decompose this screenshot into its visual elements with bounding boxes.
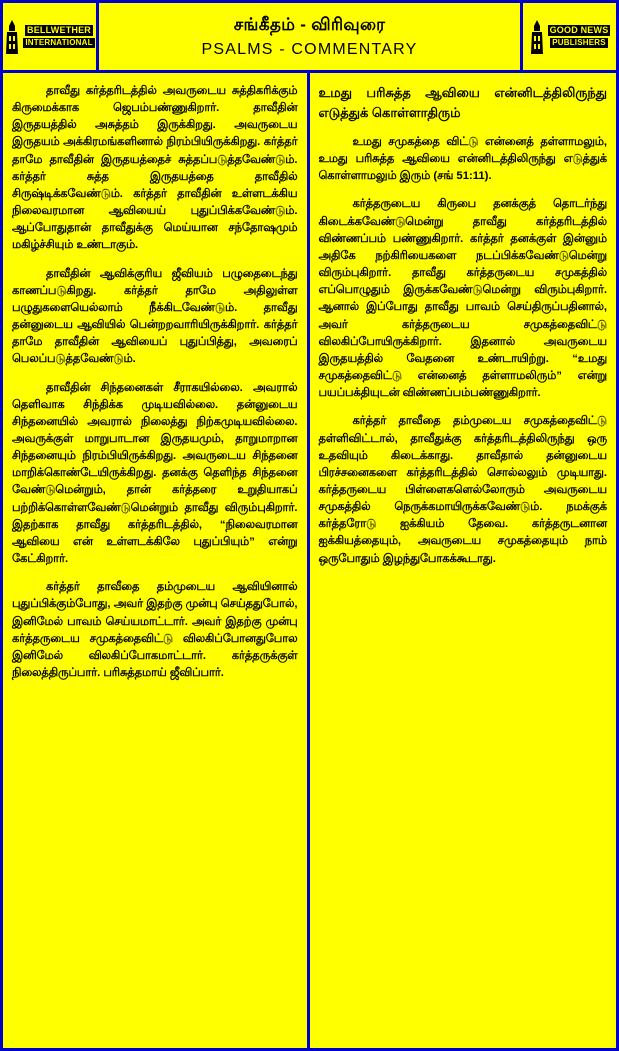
paragraph: தாவீதின் ஆவிக்குரிய ஜீவியம் பழுதைடைந்து காணப்படுகிறது. கர்த்தர் தாமே அதிலுள்ள பழுதுகளையெல்லாம் நீக்கிடவேண்டும். தாவீது தன்னுடைய ஆவியில் பென்றறவாரியிருக்கிறார். கர்த்தர் தாமே தாவீதின் ஆவியைப் புதுப்பித்து, அவரைப் பெலப்படுத்தவேண்டும். (12, 267, 298, 366)
left-column (3, 73, 310, 1048)
bellwether-international-logo (3, 3, 99, 70)
page-title-tamil: சங்கீதம் - விரிவுரை (233, 14, 386, 34)
tower-icon (4, 20, 20, 54)
paragraph: தாவீதின் சிந்தனைகள் சீராகயில்லை. அவரால் தெளிவாக சிந்திக்க முடியவில்லை. தன்னுடைய சிந்தனையில் அவரால் நிலைத்து நிற்கமுடியவில்லை. அவருக்குள் மாறுபாடான இருதயமும், தாறுமாறான சிந்தனையும் நிரம்பியிருக்கிறது. அவருடைய சிந்தனை மாறிக்கொண்டேயிருக்கிறது. தனக்கு தெளிந்த சிந்தனை வேண்டுமென்றும், தான் கர்த்தரை உறுதியாகப் பற்றிக்கொள்ளவேண்டுமென்றும் தாவீது விரும்புகிறார். இதற்காக தாவீது கர்த்தரிடத்தில், “நிலைவரமான ஆவியை என் உள்ளடக்கிலே புதுப்பியும்” என்று கேட்கிறார். (12, 381, 298, 566)
bellwether-logo-line-2: INTERNATIONAL (25, 38, 93, 48)
bellwether-logo-line-1: BELLWETHER (27, 24, 91, 35)
page-header (3, 3, 616, 73)
paragraph: கர்த்தர் தாவீதை தம்முடைய ஆவியினால் புதுப்பிக்கும்போது, அவர் இதற்கு முன்பு செய்ததுபோல், இனிமேல் பாவம் செய்யமாட்டார். அவர் இதற்கு முன்பு கர்த்தருடைய சமுகத்தைவிட்டு விலகிப்போனதுபோல இனிமேல் விலகிப்போகமாட்டார். கர்த்தருக்குள் நிலைத்திருப்பார். பரிசுத்தமாய் ஜீவிப்பார். (12, 581, 298, 679)
page-title-english: PSALMS - COMMENTARY (201, 40, 418, 58)
good-news-logo-line-1: GOOD NEWS (549, 24, 609, 35)
right-column (310, 73, 617, 1048)
paragraph: கர்த்தருடைய கிருபை தனக்குத் தொடர்ந்து கிடைக்கவேண்டுமென்று தாவீது கர்த்தரிடத்தில் விண்ணப்பம் பண்ணுகிறார். கர்த்தர் தனக்குள் இன்னும் அதிகே நற்கிரியைகளை நடப்பிக்கவேண்டுமென்று விரும்புகிறார். தாவீது கர்த்தருடைய சமுகத்தில் எப்பொழுதும் இருக்கவேண்டுமென்று விரும்புகிறார். ஆனால் இப்போது தாவீது பாவம் செய்திருப்பதினால், அவர் கர்த்தருடைய சமுகத்தைவிட்டு விலகிப்போயிருக்கிறார். இதனால் அவருடைய இருதயத்தில் வேதனை உண்டாயிற்று. “உமது சமுகத்தைவிட்டு என்னைத் தள்ளாமலிரும்” என்று பயப்பக்தியுடன் விண்ணப்பம்பண்ணுகிறார். (318, 198, 607, 400)
body-columns (3, 73, 616, 1048)
paragraph: தாவீது கர்த்தரிடத்தில் அவருடைய சுத்திகரிக்கும் கிருமைக்காக ஜெபம்பண்ணுகிறார். தாவீதின் இருதயத்தில் அசுத்தம் இருக்கிறது. அவருடைய இருதயம் அக்கிரமங்களினால் நிரம்பியிருக்கிறது. கர்த்தர் தாமே தாவீதின் இருதயத்தைச் சுத்தப்படுத்தவேண்டும். கர்த்தர் சுத்த இருதயத்தை தாவீதில் சிருஷ்டிக்கவேண்டும். கர்த்தர் தாவீதின் உள்ளடக்கிய நிலைவரமான ஆவியைய் புதுப்பிக்கவேண்டும். ஆப்போதுதான் தாவீதுக்கு மெய்யான சந்தோஷமும் மகிழ்ச்சியும் உண்டாகும். (12, 85, 298, 252)
section-heading: உமது பரிசுத்த ஆவியை என்னிடத்திலிருந்து எடுத்துக் கொள்ளாதிரும் (318, 85, 607, 120)
tower-icon (529, 20, 545, 54)
good-news-logo-line-2: PUBLISHERS (552, 38, 606, 48)
good-news-publishers-logo (520, 3, 616, 70)
paragraph: கர்த்தர் தாவீதை தம்முடைய சமுகத்தைவிட்டு தள்ளிவிட்டால், தாவீதுக்கு கர்த்தரிடத்திலிருந்து ஒரு உதவியும் கிடைக்காது. தாவீதால் தன்னுடைய பிரச்சனைகளை கர்த்தரிடத்தில் சொல்லலும் முடியாது. கர்த்தருடைய பிள்ளைகளெல்லோரும் அவருடைய சமுகத்தில் நெருக்கமாயிருக்கவேண்டும். நமக்குக் கர்த்தரோடு ஐக்கியம் தேவை. கர்த்தருடனான ஐக்கியத்தையும், அவருடைய சமுகத்தையும் நாம் ஒருபோதும் இழந்துபோகக்கூடாது. (318, 415, 607, 565)
page-title-block (99, 3, 520, 70)
paragraph: உமது சமுகத்தை விட்டு என்னைத் தள்ளாமலும், உமது பரிசுத்த ஆவியை என்னிடத்திலிருந்து எடுத்துக் கொள்ளாமலும் இரும் (சங் 51:11). (318, 136, 607, 183)
